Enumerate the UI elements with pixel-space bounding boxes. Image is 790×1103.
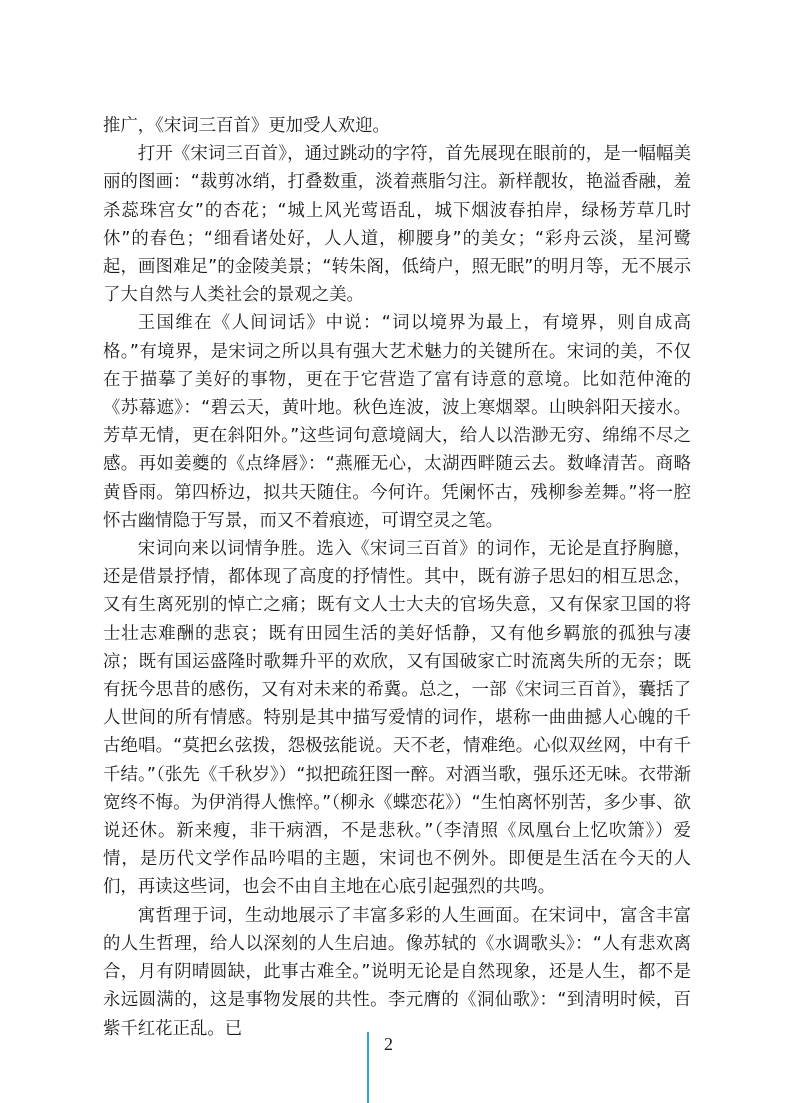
paragraph-emotion: 宋词向来以词情争胜。选入《宋词三百首》的词作，无论是直抒胸臆，还是借景抒情，都体现了高度的抒情性。其中，既有游子思妇的相互思念，又有生离死别的悼亡之痛；既有文人士大夫的官场失意，又有保家卫国的将士壮志难酬的悲哀；既有田园生活的美好恬静，又有他乡羁旅的孤独与凄凉；既有国运盛隆时歌舞升平的欢欣，又有国破家亡时流离失所的无奈；既有抚今思昔的感伤，又有对未来的希冀。总之，一部《宋词三百首》，囊括了人世间的所有情感。特别是其中描写爱情的词作，堪称一曲曲撼人心魄的千古绝唱。“莫把幺弦拨，怨极弦能说。天不老，情难绝。心似双丝网，中有千千结。”（张先《千秋岁》）“拟把疏狂图一醉。对酒当歌，强乐还无味。衣带渐宽终不悔。为伊消得人憔悴。”（柳永《蝶恋花》）“生怕离怀别苦，多少事、欲说还休。新来瘦，非干病酒，不是悲秋。”（李清照《凤凰台上忆吹箫》）爱情，是历代文学作品吟唱的主题，宋词也不例外。即便是生活在今天的人们，再读这些词，也会不由自主地在心底引起强烈的共鸣。: [103, 539, 691, 898]
paragraph-philosophy: 寓哲理于词，生动地展示了丰富多彩的人生画面。在宋词中，富含丰富的人生哲理，给人以深刻的人生启迪。像苏轼的《水调歌头》：“人有悲欢离合，月有阴晴圆缺，此事古难全。”说明无论是自然现象，还是人生，都不是永远圆满的，这是事物发展的共性。李元膺的《洞仙歌》：“到清明时候，百紫千红花正乱。已: [103, 905, 691, 1039]
paragraph-jingjie: 王国维在《人间词话》中说：“词以境界为最上，有境界，则自成高格。”有境界，是宋词之所以具有强大艺术魅力的关键所在。宋词的美，不仅在于描摹了美好的事物，更在于它营造了富有诗意的意境。比如范仲淹的《苏幕遮》：“碧云天，黄叶地。秋色连波，波上寒烟翠。山映斜阳天接水。芳草无情，更在斜阳外。”这些词句意境阔大，给人以浩渺无穷、绵绵不尽之感。再如姜夔的《点绛唇》：“燕雁无心，太湖西畔随云去。数峰清苦。商略黄昏雨。第四桥边，拟共天随住。今何许。凭阑怀古，残柳参差舞。”将一腔怀古幽情隐于写景，而又不着痕迹，可谓空灵之笔。: [103, 313, 691, 531]
paragraph-continuation: 推广，《宋词三百首》更加受人欢迎。: [103, 116, 390, 136]
footer-divider: [367, 1032, 369, 1103]
body-text: [103, 112, 691, 1043]
paragraph-imagery: 打开《宋词三百首》，通过跳动的字符，首先展现在眼前的，是一幅幅美丽的图画：“裁剪冰绡，打叠数重，淡着燕脂匀注。新样靓妆，艳溢香融，羞杀蕊珠宫女”的杏花；“城上风光莺语乱，城下烟波春拍岸，绿杨芳草几时休”的春色；“细看诸处好，人人道，柳腰身”的美女；“彩舟云淡，星河鹭起，画图难足”的金陵美景；“转朱阁，低绮户，照无眠”的明月等，无不展示了大自然与人类社会的景观之美。: [103, 144, 691, 306]
page-number: 2: [384, 1034, 393, 1054]
